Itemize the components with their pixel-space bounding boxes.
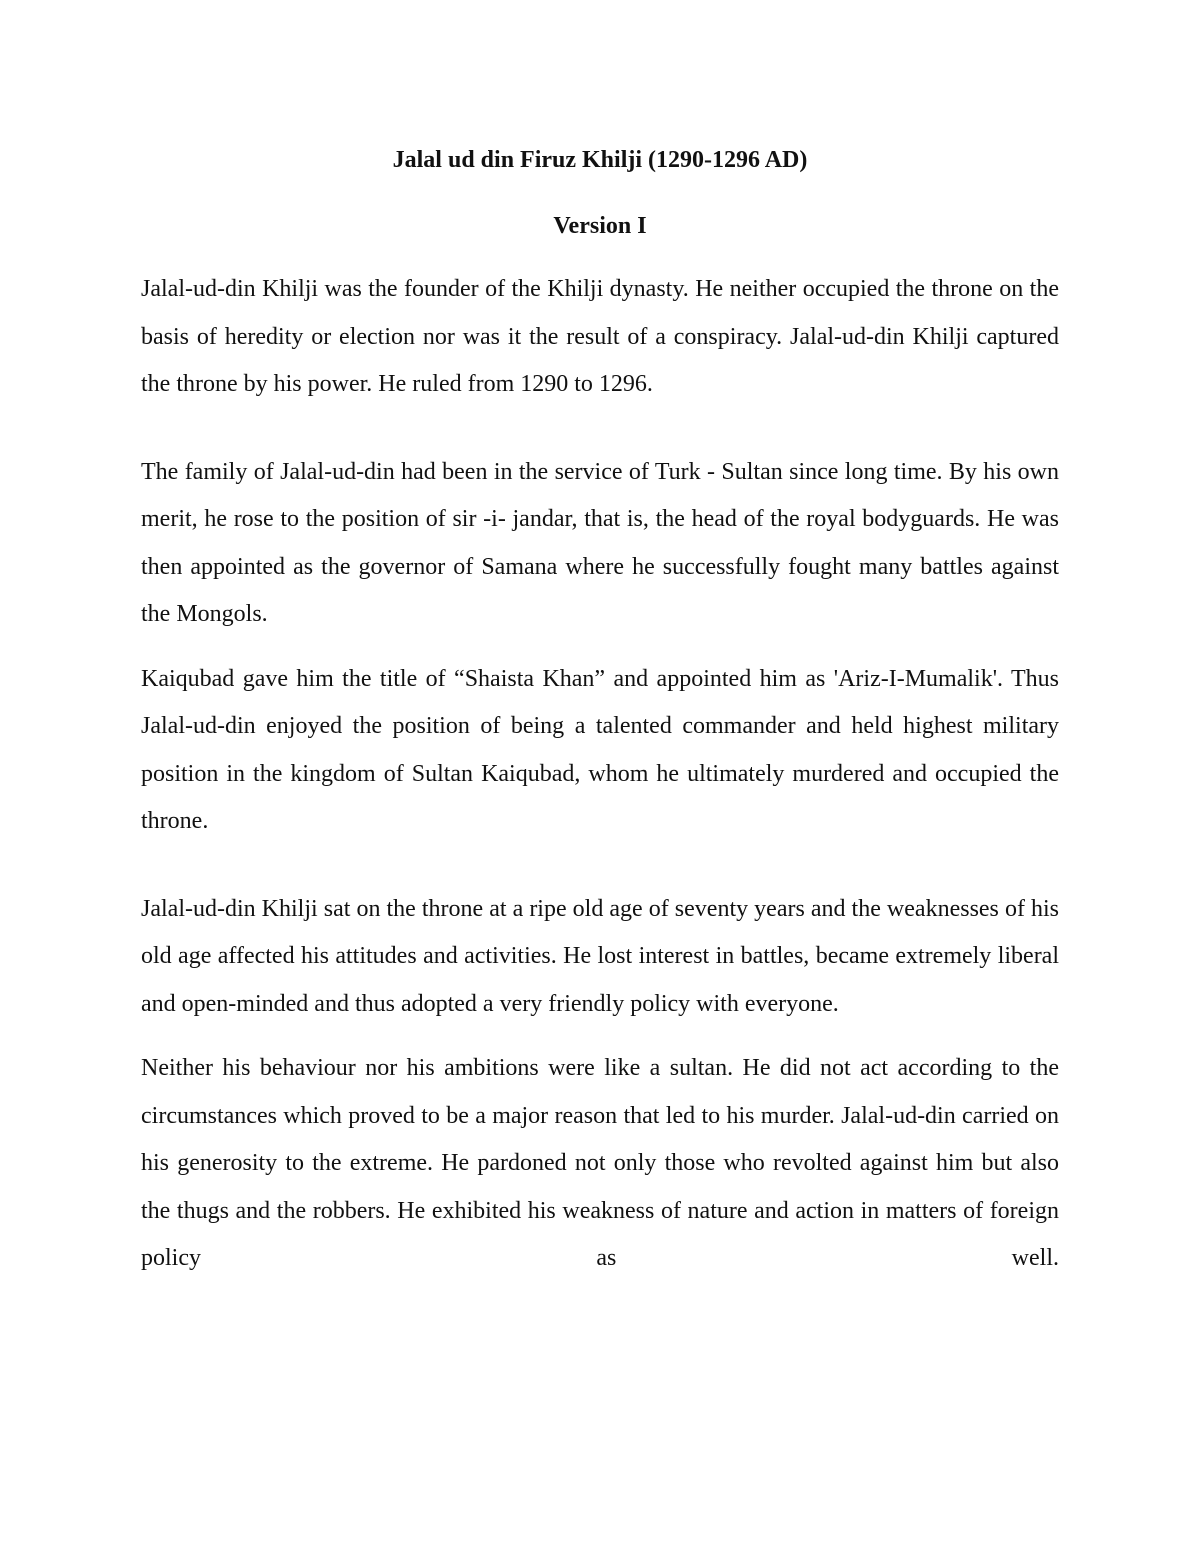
paragraph-founder: Jalal-ud-din Khilji was the founder of the Khilji dynasty. He neither occupied the throne on the basis of heredity or election nor was it the result of a conspiracy. Jalal-ud-din Khilji captured the throne by his power. He ruled from 1290 to 1296. <box>141 276 1059 397</box>
paragraph-family: The family of Jalal-ud-din had been in the service of Turk - Sultan since long time. By his own merit, he rose to the position of sir -i- jandar, that is, the head of the royal bodyguards. He was then appointed as the governor of Samana where he successfully fought many battles against the Mongols. <box>141 458 1059 627</box>
document-subtitle: Version I <box>553 213 647 239</box>
paragraph-behaviour: Neither his behaviour nor his ambitions were like a sultan. He did not act according to the circumstances which proved to be a major reason that led to his murder. Jalal-ud-din carried on his generosity to the extreme. He pardoned not only those who revolted against him but also the thugs and the robbers. He exhibited his weakness of nature and action in matters of foreign policy as well. <box>141 1055 1059 1271</box>
paragraph-kaiqubad: Kaiqubad gave him the title of “Shaista Khan” and appointed him as 'Ariz-I-Mumalik'. Thus Jalal-ud-din enjoyed the position of being a talented commander and held highest military position in the kingdom of Sultan Kaiqubad, whom he ultimately murdered and occupied the throne. <box>141 665 1059 834</box>
paragraph-old-age: Jalal-ud-din Khilji sat on the throne at a ripe old age of seventy years and the weaknesses of his old age affected his attitudes and activities. He lost interest in battles, became extremely liberal and open-minded and thus adopted a very friendly policy with everyone. <box>141 895 1059 1017</box>
document-page <box>141 136 1059 1283</box>
document-title: Jalal ud din Firuz Khilji (1290-1296 AD) <box>392 147 808 173</box>
